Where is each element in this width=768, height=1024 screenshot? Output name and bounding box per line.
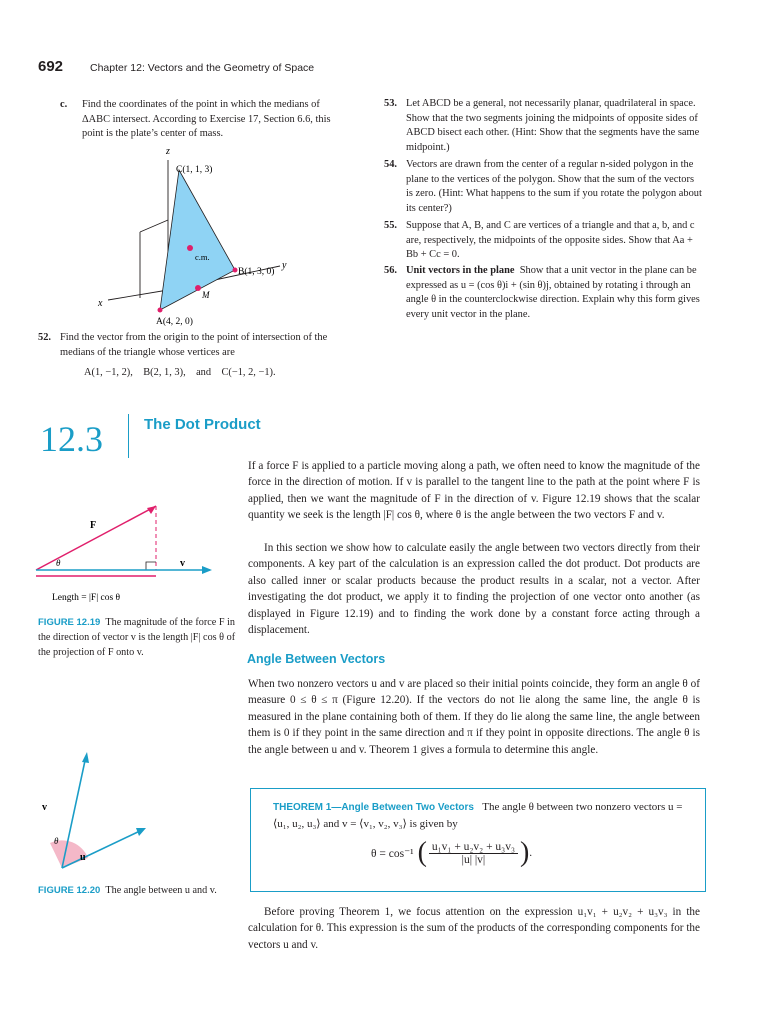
page-number: 692 bbox=[38, 58, 64, 75]
formula-numerator: u₁v₁ + u₂v₂ + u₃v₃ bbox=[429, 841, 518, 854]
exercise-53-num: 53. bbox=[384, 98, 397, 109]
theta-label-20: θ bbox=[54, 836, 59, 846]
left-paren: ( bbox=[417, 837, 427, 868]
exercise-55-text: Suppose that A, B, and C are vertices of a triangle and that a, b, and c are, respectively, the midpoints of the opposite sides. Show that Aa + Bb + Cc = 0. bbox=[406, 220, 695, 260]
back-edge bbox=[140, 220, 168, 232]
formula-lhs: θ = cos⁻¹ bbox=[371, 848, 414, 860]
force-vector-F bbox=[36, 506, 156, 570]
right-angle-marker bbox=[146, 562, 156, 570]
exercise-52-text: Find the vector from the origin to the point of intersection of the medians of the triangle whose vertices are bbox=[60, 332, 328, 358]
exercise-53-text: Let ABCD be a general, not necessarily planar, quadrilateral in space. Show that the two segments joining the midpoints of opposite sides of ABCD bisect each other. (Hint: Show that the segments have the same midpoint.) bbox=[406, 98, 700, 153]
exercise-56-body bbox=[406, 264, 702, 322]
M-label: M bbox=[202, 290, 210, 300]
vertex-A bbox=[158, 308, 163, 313]
section-number: 12.3 bbox=[40, 419, 103, 459]
vertex-B bbox=[233, 268, 238, 273]
closing-paragraph: Before proving Theorem 1, we focus attention on the expression u₁v₁ + u₂v₂ + u₃v₃ in the calculation for θ. This expression is the sum of the products of the corresponding components for the vectors u and v. bbox=[248, 906, 700, 951]
figure-12-20-text: The angle between u and v. bbox=[105, 885, 217, 896]
length-label: Length = |F| cos θ bbox=[52, 593, 121, 603]
exercise-55-num: 55. bbox=[384, 220, 397, 231]
exercise-54-text: Vectors are drawn from the center of a regular n-sided polygon in the plane to the vertices of the polygon. Show that the sum of the vectors is zero. (Hint: What happens to the sum if you rotate the polygon about its center?) bbox=[406, 159, 702, 214]
exercise-55 bbox=[384, 219, 702, 263]
triangle-figure bbox=[80, 140, 320, 330]
theorem-formula bbox=[371, 839, 532, 867]
figure-12-19-text: The magnitude of the force F in the direction of vector v is the length |F| cos θ of the projection of F onto v. bbox=[38, 617, 236, 658]
figure-12-20 bbox=[30, 748, 170, 878]
v-label-19: v bbox=[180, 558, 185, 569]
theorem-box bbox=[250, 788, 706, 892]
x-axis bbox=[108, 290, 168, 300]
subsection-paragraph: When two nonzero vectors u and v are placed so their initial points coincide, they form an angle θ of measure 0 ≤ θ ≤ π (Figure 12.20). If the vectors do not lie along the same line, the angle θ is measured in the plane containing both of them. If they do lie along the same line, the angle between them is 0 if they point in the same direction and π if they point in opposite directions. The angle θ is the angle between u and v. Theorem 1 gives a formula to determine this angle. bbox=[248, 678, 700, 756]
exercise-52 bbox=[38, 331, 354, 360]
figure-12-19 bbox=[30, 500, 240, 610]
midpoint-M bbox=[195, 285, 201, 291]
exercise-56-title: Unit vectors in the plane bbox=[406, 265, 515, 276]
exercise-54-num: 54. bbox=[384, 159, 397, 170]
formula-end: . bbox=[529, 847, 533, 859]
theorem-statement: The angle θ between two nonzero vectors u = ⟨u₁, u₂, u₃⟩ and v = ⟨v₁, v₂, v₃⟩ is given by bbox=[273, 801, 683, 830]
right-paren: ) bbox=[519, 837, 530, 868]
theta-label-19: θ bbox=[56, 558, 61, 568]
x-label: x bbox=[98, 298, 103, 309]
v-arrowhead bbox=[202, 566, 212, 574]
subsection-title: Angle Between Vectors bbox=[247, 652, 386, 666]
z-label: z bbox=[166, 146, 170, 157]
formula-denominator: |u| |v| bbox=[461, 853, 486, 866]
C-label: C(1, 1, 3) bbox=[176, 165, 213, 175]
v-arrowhead-20 bbox=[82, 752, 89, 763]
exercise-c-text: Find the coordinates of the point in which the medians of ΔABC intersect. According to Exercise 17, Section 6.6, this point is the plate’s center of mass. bbox=[82, 99, 331, 139]
u-label-20: u bbox=[80, 852, 86, 863]
exercise-56-num: 56. bbox=[384, 265, 397, 276]
figure-12-19-num: FIGURE 12.19 bbox=[38, 617, 101, 628]
exercise-52-points: A(1, −1, 2), B(2, 1, 3), and C(−1, 2, −1). bbox=[84, 367, 276, 378]
exercise-c bbox=[60, 98, 350, 142]
chapter-title: Chapter 12: Vectors and the Geometry of Space bbox=[90, 62, 315, 74]
exercise-c-label: c. bbox=[60, 99, 68, 110]
force-arrowhead bbox=[147, 506, 156, 514]
formula-fraction bbox=[429, 841, 518, 866]
v-label-20: v bbox=[42, 802, 47, 813]
exercise-56 bbox=[384, 264, 702, 322]
theorem-statement-block bbox=[273, 799, 693, 832]
center-of-mass-point bbox=[187, 245, 193, 251]
figure-12-20-num: FIGURE 12.20 bbox=[38, 885, 101, 896]
A-label: A(4, 2, 0) bbox=[156, 317, 193, 327]
intro-paragraph-2: In this section we show how to calculate easily the angle between two vectors directly from their components. A key part of the calculation is an expression called the dot product. Dot products are also called inner or scalar products because the product results in a scalar, not a vector. After investigating the dot product, we apply it to finding the projection of one vector onto another (as displayed in Figure 12.19) and to finding the work done by a constant force acting through a displacement. bbox=[248, 542, 700, 637]
figure-12-19-caption bbox=[38, 616, 238, 660]
figure-12-20-caption bbox=[38, 884, 258, 899]
F-label: F bbox=[90, 520, 97, 531]
exercise-54 bbox=[384, 158, 702, 216]
exercise-52-num: 52. bbox=[38, 332, 51, 343]
cm-label: c.m. bbox=[195, 252, 210, 262]
exercise-53 bbox=[384, 97, 702, 155]
B-label: B(1, 3, 0) bbox=[238, 267, 275, 277]
theorem-title: THEOREM 1—Angle Between Two Vectors bbox=[273, 802, 474, 813]
y-label: y bbox=[282, 260, 287, 271]
u-arrowhead-20 bbox=[136, 828, 146, 836]
intro-paragraph-1: If a force F is applied to a particle moving along a path, we often need to know the magnitude of the force in the direction of motion. If v is parallel to the tangent line to the path at the point where F is applied, then we want the magnitude of F in the direction of v. Figure 12.19 shows that the scalar quantity we seek is the length |F| cos θ, where θ is the angle between the two vectors F and v. bbox=[248, 460, 700, 522]
section-title: The Dot Product bbox=[144, 416, 261, 433]
section-rule bbox=[128, 414, 129, 458]
exercise-56-text: Show that a unit vector in the plane can be expressed as u = (cos θ)i + (sin θ)j, obtained by rotating i through an angle θ in the counterclockwise direction. Explain why this form gives every unit vector in the plane. bbox=[406, 265, 700, 320]
